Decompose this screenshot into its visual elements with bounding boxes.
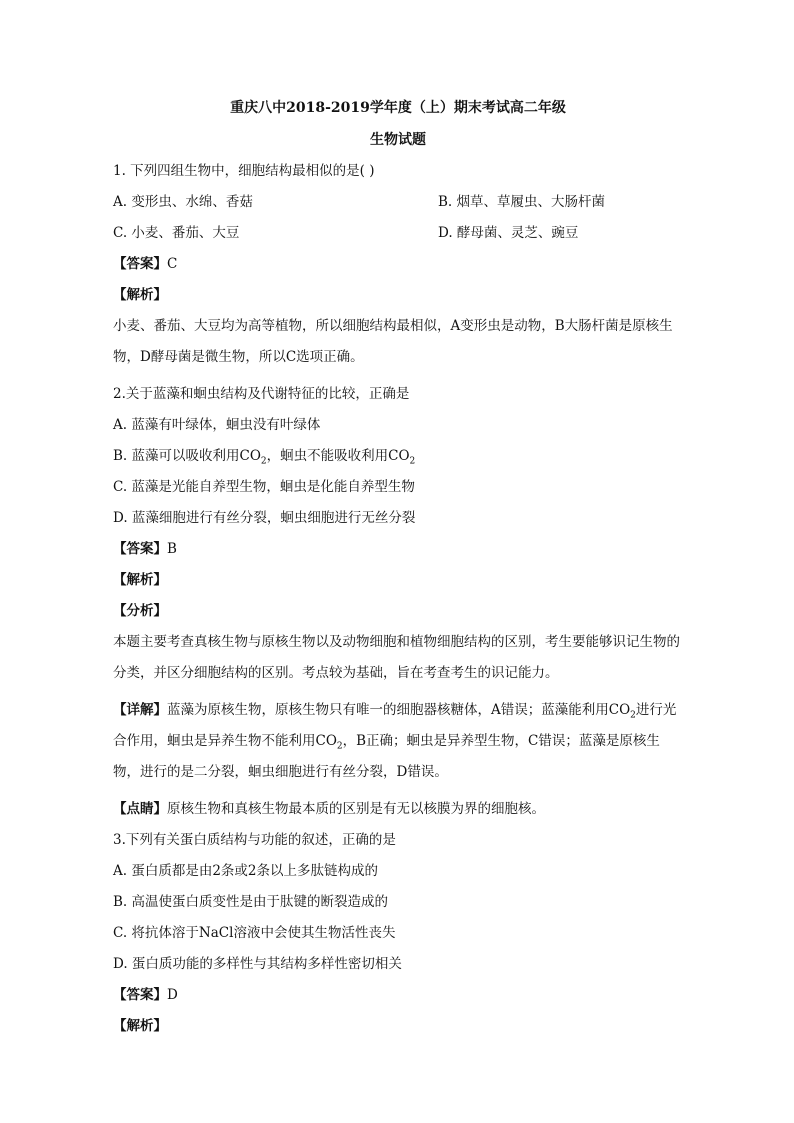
subscript-2: 2: [336, 741, 343, 752]
q2-option-b-text-2: ，蛔虫不能吸收利用CO: [266, 448, 410, 464]
q2-tip: [113, 800, 683, 819]
q2-option-b-text: B. 蓝藻可以吸收利用CO: [113, 448, 261, 464]
q3-option-a: A. 蛋白质都是由2条或2条以上多肽链构成的: [113, 863, 379, 879]
q2-analysis-label: 【解析】: [113, 572, 167, 588]
q1-option-c: C. 小麦、番茄、大豆: [113, 225, 240, 241]
q1-options-row-2: [113, 224, 683, 243]
q1-stem: 1. 下列四组生物中，细胞结构最相似的是( ): [113, 163, 375, 179]
tip-label: 【点睛】: [113, 801, 167, 817]
q3-option-c: C. 将抗体溶于NaCl溶液中会使其生物活性丧失: [113, 925, 396, 941]
page-title: 重庆八中2018-2019学年度（上）期末考试高二年级: [230, 100, 566, 116]
detail-label: 【详解】: [113, 702, 167, 718]
q2-fenxi-label: 【分析】: [113, 603, 167, 619]
subscript-2: 2: [409, 456, 416, 467]
answer-value: C: [167, 256, 178, 272]
q2-detail: [113, 695, 683, 788]
q2-option-c: C. 蓝藻是光能自养型生物，蛔虫是化能自养型生物: [113, 479, 415, 495]
document-page: [113, 98, 683, 1036]
q2-option-a: A. 蓝藻有叶绿体，蛔虫没有叶绿体: [113, 417, 321, 433]
q1-analysis-label: 【解析】: [113, 287, 167, 303]
subscript-2: 2: [630, 710, 636, 721]
q2-option-b: [113, 447, 683, 466]
q2-answer: [113, 540, 683, 559]
q3-option-d: D. 蛋白质功能的多样性与其结构多样性密切相关: [113, 956, 402, 972]
q1-option-d: D. 酵母菌、灵芝、豌豆: [438, 225, 579, 241]
page-subtitle: 生物试题: [370, 132, 426, 148]
tip-text: 原核生物和真核生物最本质的区别是有无以核膜为界的细胞核。: [167, 801, 545, 817]
answer-label: 【答案】: [113, 987, 167, 1003]
q1-analysis: 小麦、番茄、大豆均为高等植物，所以细胞结构最相似，A变形虫是动物，B大肠杆菌是原核生物，D酵母菌是微生物，所以C选项正确。: [113, 318, 673, 365]
q1-option-a: A. 变形虫、水绵、香菇: [113, 194, 253, 210]
detail-text-1: 蓝藻为原核生物，原核生物只有唯一的细胞器核糖体，A错误；蓝藻能利用CO: [167, 702, 631, 718]
answer-label: 【答案】: [113, 541, 167, 557]
q3-option-b: B. 高温使蛋白质变性是由于肽键的断裂造成的: [113, 894, 389, 910]
q3-stem: 3.下列有关蛋白质结构与功能的叙述，正确的是: [113, 832, 396, 848]
q1-options-row-1: [113, 193, 683, 212]
answer-label: 【答案】: [113, 256, 167, 272]
q2-fenxi: 本题主要考查真核生物与原核生物以及动物细胞和植物细胞结构的区别，考生要能够识记生物的分类，并区分细胞结构的区别。考点较为基础，旨在考查考生的识记能力。: [113, 634, 680, 681]
q3-analysis-label: 【解析】: [113, 1018, 167, 1034]
q1-option-b: B. 烟草、草履虫、大肠杆菌: [438, 194, 606, 210]
answer-value: D: [167, 987, 178, 1003]
q2-stem: 2.关于蓝藻和蛔虫结构及代谢特征的比较，正确是: [113, 386, 410, 402]
subscript-2: 2: [260, 456, 267, 467]
detail-text-2: 进行光合作用，蛔虫是异养生物不能利用CO: [113, 702, 677, 749]
detail-text-3: ，B正确；蛔虫是异养型生物，C错误；蓝藻是原核生物，进行的是二分裂，蛔虫细胞进行有丝分裂，D错误。: [113, 733, 660, 780]
q2-option-d: D. 蓝藻细胞进行有丝分裂，蛔虫细胞进行无丝分裂: [113, 510, 416, 526]
q1-answer: [113, 255, 683, 274]
q3-answer: [113, 986, 683, 1005]
answer-value: B: [167, 541, 177, 557]
